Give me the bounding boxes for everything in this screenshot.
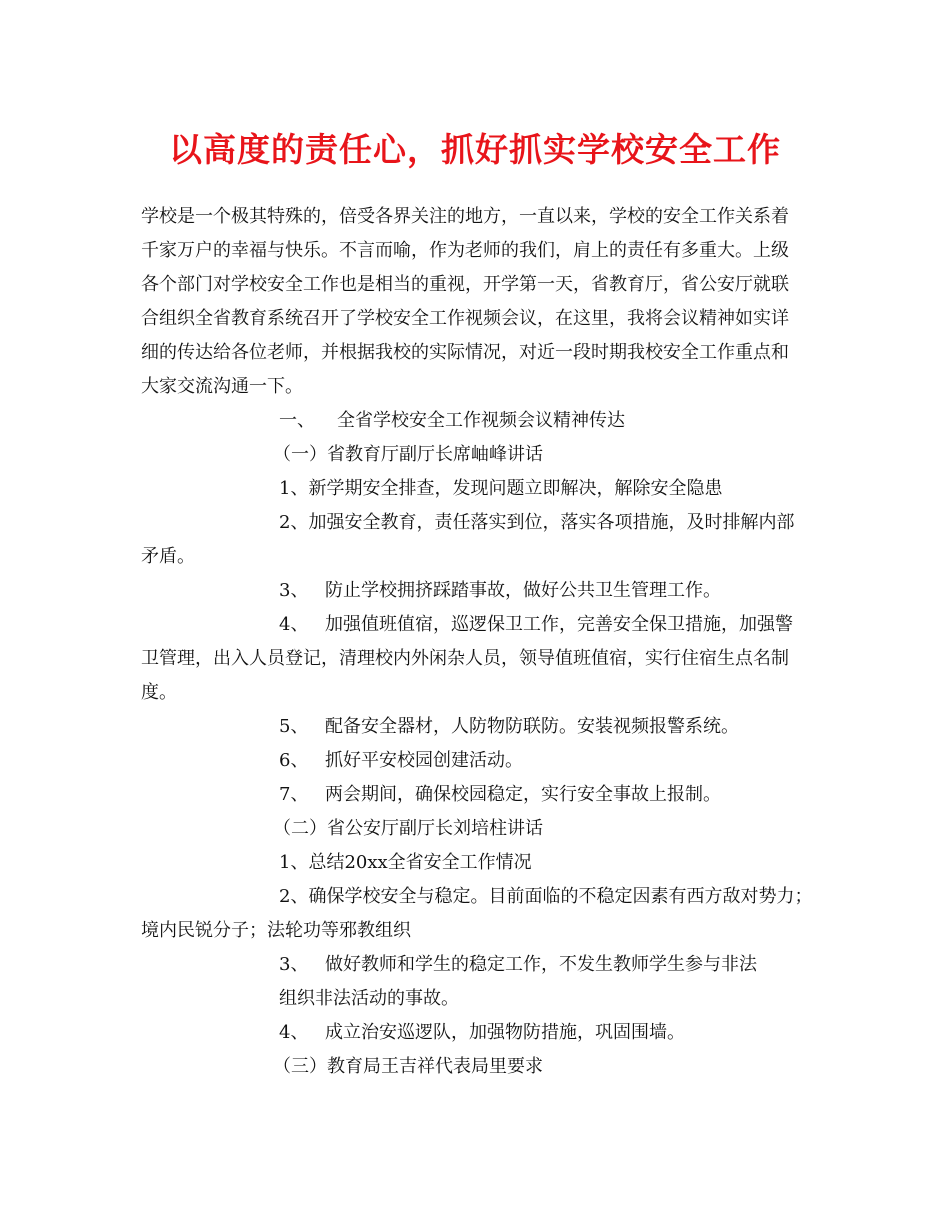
item-number: 7、 — [279, 784, 309, 805]
sub-one-heading: （一）省教育厅副厅长席岫峰讲话 — [273, 444, 543, 465]
item-text: 总结20xx全省安全工作情况 — [308, 852, 532, 873]
item-text: 抓好平安校园创建活动。 — [325, 750, 523, 771]
item-number: 5、 — [279, 716, 309, 737]
list-item — [141, 744, 821, 778]
section-one-heading — [141, 404, 821, 438]
document-body — [141, 200, 821, 1084]
list-item — [141, 472, 821, 506]
intro-line: 大家交流沟通一下。 — [141, 376, 303, 397]
list-item-continuation: 组织非法活动的事故。 — [279, 988, 459, 1009]
item-text: 两会期间，确保校园稳定，实行安全事故上报制。 — [325, 784, 721, 805]
list-item-continuation: 度。 — [141, 682, 177, 703]
item-number: 1、 — [279, 478, 309, 499]
list-item — [141, 608, 821, 642]
sub-two-heading: （二）省公安厅副厅长刘培柱讲话 — [273, 818, 543, 839]
document-title: 以高度的责任心，抓好抓实学校安全工作 — [169, 130, 781, 169]
item-number: 6、 — [279, 750, 309, 771]
list-item — [141, 846, 821, 880]
intro-line: 合组织全省教育系统召开了学校安全工作视频会议，在这里，我将会议精神如实详 — [141, 308, 789, 329]
intro-line: 各个部门对学校安全工作也是相当的重视，开学第一天，省教育厅，省公安厅就联 — [141, 274, 789, 295]
item-number: 4、 — [279, 614, 309, 635]
intro-line: 学校是一个极其特殊的，倍受各界关注的地方，一直以来，学校的安全工作关系着 — [141, 206, 789, 227]
sub-three-heading: （三）教育局王吉祥代表局里要求 — [273, 1056, 543, 1077]
list-item — [141, 1016, 821, 1050]
list-item — [141, 778, 821, 812]
list-item — [141, 948, 821, 982]
item-text: 成立治安巡逻队，加强物防措施，巩固围墙。 — [325, 1022, 685, 1043]
list-item — [141, 710, 821, 744]
list-item — [141, 574, 821, 608]
intro-line: 千家万户的幸福与快乐。不言而喻，作为老师的我们，肩上的责任有多重大。上级 — [141, 240, 789, 261]
list-item — [141, 880, 821, 914]
intro-line: 细的传达给各位老师，并根据我校的实际情况，对近一段时期我校安全工作重点和 — [141, 342, 789, 363]
item-number: 3、 — [279, 580, 309, 601]
item-text: 加强值班值宿，巡逻保卫工作，完善安全保卫措施，加强警 — [325, 614, 793, 635]
item-number: 4、 — [279, 1022, 309, 1043]
item-text: 防止学校拥挤踩踏事故，做好公共卫生管理工作。 — [325, 580, 721, 601]
item-text: 确保学校安全与稳定。目前面临的不稳定因素有西方敌对势力； — [308, 886, 813, 907]
item-text: 配备安全器材，人防物防联防。安装视频报警系统。 — [325, 716, 739, 737]
section-heading-text: 全省学校安全工作视频会议精神传达 — [337, 410, 625, 431]
list-item — [141, 506, 821, 540]
item-number: 2、 — [279, 886, 309, 907]
item-number: 1、 — [279, 852, 309, 873]
item-number: 2、 — [279, 512, 309, 533]
item-text: 新学期安全排查，发现问题立即解决，解除安全隐患 — [308, 478, 723, 499]
list-item-continuation: 矛盾。 — [141, 546, 195, 567]
list-item-continuation: 卫管理，出入人员登记，清理校内外闲杂人员，领导值班值宿，实行住宿生点名制 — [141, 648, 789, 669]
section-number: 一、 — [279, 410, 315, 431]
item-text: 做好教师和学生的稳定工作，不发生教师学生参与非法 — [325, 954, 757, 975]
item-text: 加强安全教育，责任落实到位，落实各项措施，及时排解内部 — [308, 512, 795, 533]
list-item-continuation: 境内民锐分子；法轮功等邪教组织 — [141, 920, 411, 941]
item-number: 3、 — [279, 954, 309, 975]
